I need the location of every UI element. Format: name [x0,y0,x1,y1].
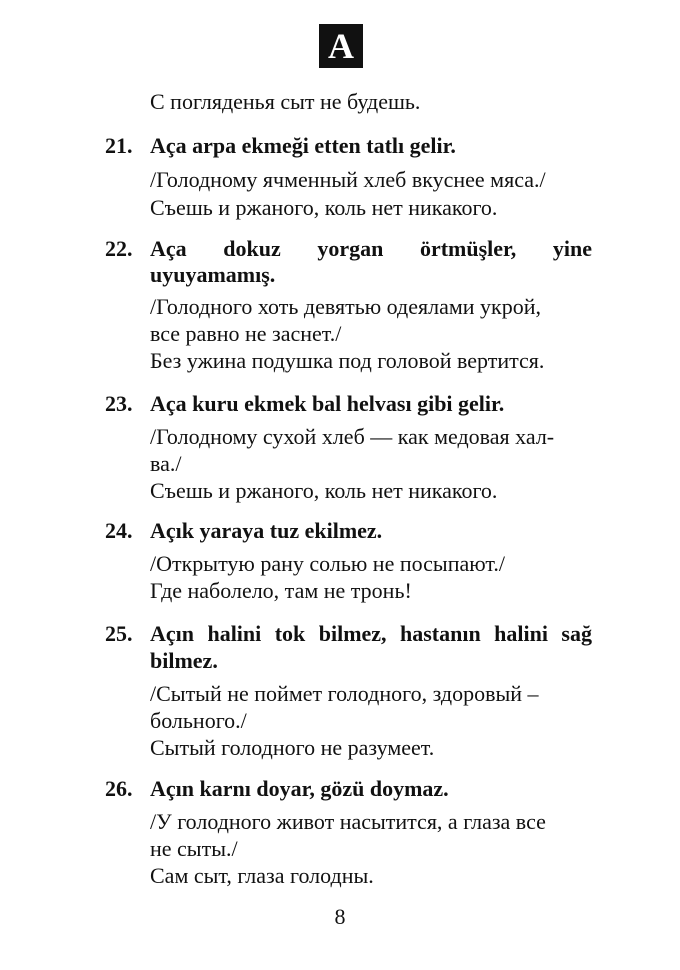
literal-translation: /Голодному ячменный хлеб вкуснее мяса./ [150,167,546,192]
literal-translation: /У голодного живот насытится, а глаза все [150,809,546,834]
literal-translation-continued: все равно не заснет./ [150,321,342,346]
russian-equivalent: Съешь и ржаного, коль нет никакого. [150,478,498,503]
turkish-proverb: Aça arpa ekmeği etten tatlı gelir. [150,133,456,158]
russian-equivalent: Без ужина подушка под головой вертится. [150,348,545,373]
turkish-proverb: Açın karnı doyar, gözü doymaz. [150,776,449,801]
literal-translation-continued: больного./ [150,708,247,733]
entry-number: 25. [105,621,133,646]
turkish-proverb: Aça dokuz yorgan örtmüşler, yine [150,236,592,261]
russian-equivalent: Сытый голодного не разумеет. [150,735,435,760]
literal-translation: /Открытую рану солью не посыпают./ [150,551,505,576]
entry-number: 26. [105,776,133,801]
section-letter-badge: А [319,24,363,68]
literal-translation: /Сытый не поймет голодного, здоровый – [150,681,539,706]
literal-translation: /Голодному сухой хлеб — как медовая хал- [150,424,555,449]
russian-equivalent: Съешь и ржаного, коль нет никакого. [150,195,498,220]
entry-number: 22. [105,236,133,261]
literal-translation: /Голодного хоть девятью одеялами укрой, [150,294,542,319]
russian-equivalent: Сам сыт, глаза голодны. [150,863,374,888]
literal-translation-continued: ва./ [150,451,182,476]
entry-number: 21. [105,133,133,158]
intro-line: С погляденья сыт не будешь. [150,89,421,114]
turkish-proverb: Aça kuru ekmek bal helvası gibi gelir. [150,391,505,416]
russian-equivalent: Где наболело, там не тронь! [150,578,412,603]
page-number: 8 [334,904,346,929]
literal-translation-continued: не сыты./ [150,836,238,861]
turkish-proverb-continued: uyuyamamış. [150,262,276,287]
entry-number: 23. [105,391,133,416]
entry-number: 24. [105,518,133,543]
turkish-proverb-continued: bilmez. [150,648,218,673]
turkish-proverb: Açık yaraya tuz ekilmez. [150,518,383,543]
turkish-proverb: Açın halini tok bilmez, hastanın halini sağ [150,621,592,646]
